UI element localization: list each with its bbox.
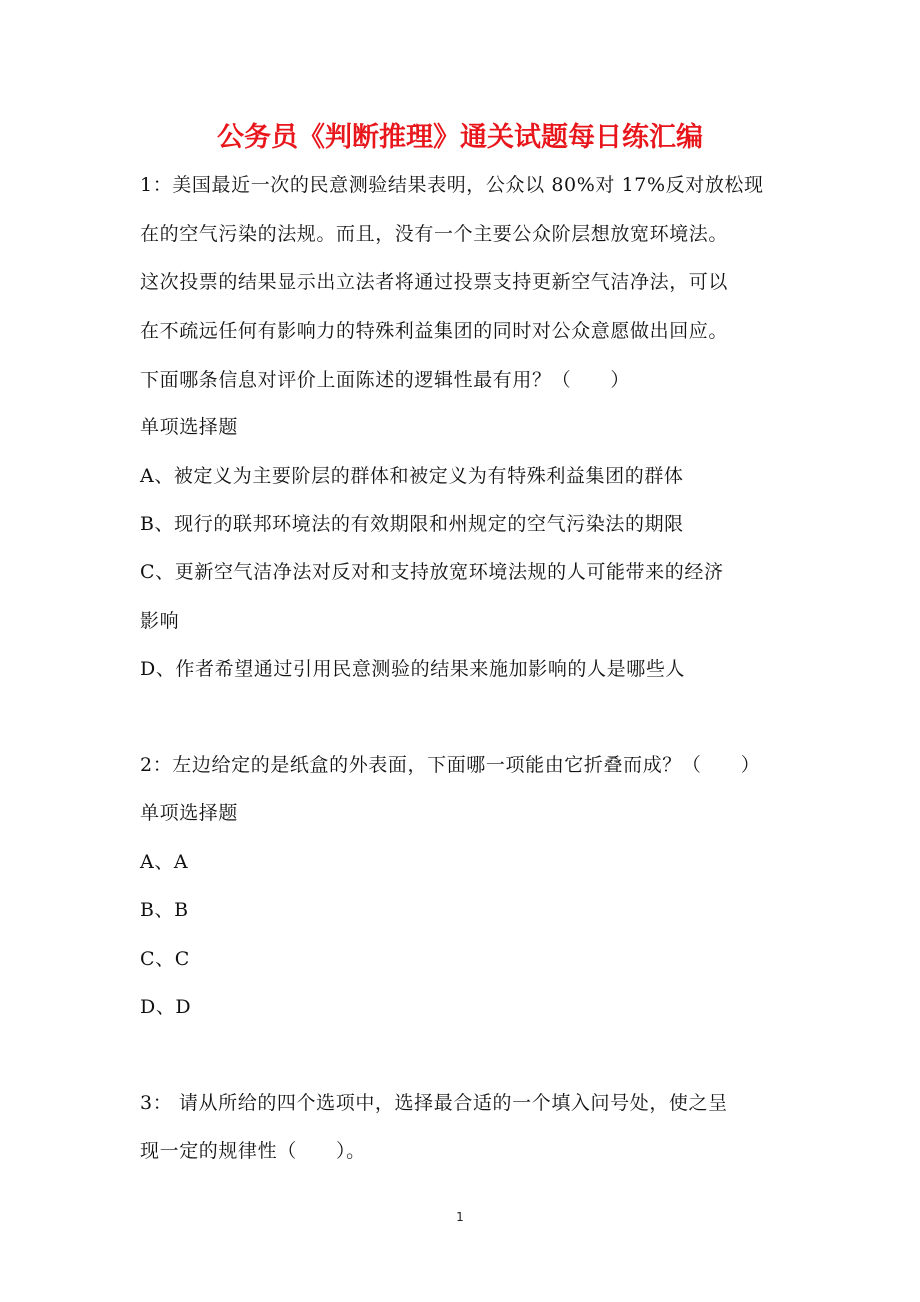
question-1-stem-line: 1：美国最近一次的民意测验结果表明，公众以 80%对 17%反对放松现 [140, 174, 764, 196]
question-2-option-d: D、D [140, 996, 192, 1018]
question-1-option-b: B、现行的联邦环境法的有效期限和州规定的空气污染法的期限 [140, 513, 684, 535]
question-1-type: 单项选择题 [140, 416, 239, 438]
question-1-option-d: D、作者希望通过引用民意测验的结果来施加影响的人是哪些人 [140, 658, 686, 680]
question-3-stem-line: 3： 请从所给的四个选项中，选择最合适的一个填入问号处，使之呈 [140, 1092, 728, 1114]
question-1-stem-line: 在不疏远任何有影响力的特殊利益集团的同时对公众意愿做出回应。 [140, 320, 729, 342]
document-title: 公务员《判断推理》通关试题每日练汇编 [217, 122, 703, 153]
question-1-stem-line: 这次投票的结果显示出立法者将通过投票支持更新空气洁净法，可以 [140, 271, 729, 293]
question-1-option-c: C、更新空气洁净法对反对和支持放宽环境法规的人可能带来的经济 [140, 561, 724, 583]
question-2-option-b: B、B [140, 899, 189, 921]
question-2-type: 单项选择题 [140, 802, 239, 824]
question-1-stem-line: 下面哪条信息对评价上面陈述的逻辑性最有用？（ ） [140, 369, 631, 391]
question-3-stem-line: 现一定的规律性（ ）。 [140, 1140, 366, 1162]
question-2-stem: 2：左边给定的是纸盒的外表面，下面哪一项能由它折叠而成？（ ） [140, 754, 761, 776]
question-1-option-c-continued: 影响 [140, 610, 180, 632]
page-number: 1 [456, 1210, 464, 1224]
question-1-stem-line: 在的空气污染的法规。而且，没有一个主要公众阶层想放宽环境法。 [140, 223, 729, 245]
question-1-option-a: A、被定义为主要阶层的群体和被定义为有特殊利益集团的群体 [140, 465, 684, 487]
question-2-option-c: C、C [140, 948, 190, 970]
question-2-option-a: A、A [140, 851, 189, 873]
